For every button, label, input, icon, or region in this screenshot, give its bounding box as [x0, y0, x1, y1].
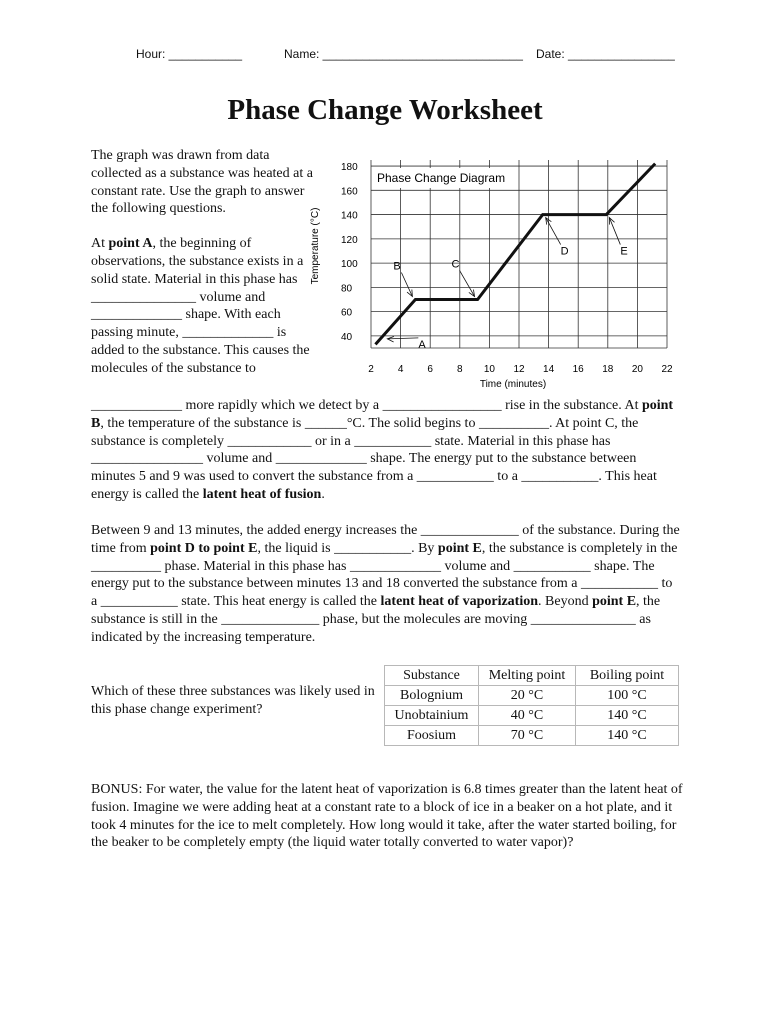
x-axis-label: Time (minutes): [479, 379, 547, 390]
table-cell: Foosium: [385, 726, 479, 746]
text-run: _____________ more rapidly which we detect by a _________________ rise in the substance. At: [91, 398, 642, 413]
text-run: . Beyond: [538, 594, 593, 610]
annotation-arrow: [387, 338, 418, 339]
point-d-e-term: point D to point E: [150, 540, 258, 556]
point-a-term: point A: [108, 236, 153, 252]
y-tick-label: 180: [341, 162, 358, 174]
table-cell: Bolognium: [385, 686, 479, 706]
table-cell: 140 °C: [576, 726, 679, 746]
annotation-arrowhead: [469, 290, 475, 297]
annotation-arrow: [460, 270, 475, 296]
intro-paragraph: The graph was drawn from data collected as a substance was heated at a constant rate. Use the graph to answer the following questions.: [91, 148, 313, 217]
annotation-arrow: [546, 218, 561, 245]
column-header: Boiling point: [576, 666, 679, 686]
column-header: Melting point: [479, 666, 576, 686]
x-tick-label: 6: [427, 364, 433, 375]
point-e-term: point E: [437, 540, 482, 556]
substance-table: [384, 665, 679, 746]
text-run: , the substance is completely in the __________ phase. Material in this phase has _____________ volume and ___________ shape. The energy put to the substance between minutes 13 and 18 converted the substance from a ___________ to a ___________ state. This heat energy is called the: [91, 540, 678, 610]
x-tick-label: 10: [483, 364, 495, 375]
x-tick-label: 2: [368, 364, 374, 375]
annotation-arrowhead: [387, 337, 394, 342]
text-run: Between 9 and 13 minutes, the added energy increases the ______________ of the substance. During the time from: [91, 523, 680, 556]
annotation-label-c: C: [451, 258, 460, 271]
table-cell: Unobtainium: [385, 706, 479, 726]
x-tick-label: 22: [661, 364, 673, 375]
table-cell: 20 °C: [479, 686, 576, 706]
annotation-label-d: D: [560, 245, 569, 258]
text-run: .: [321, 486, 325, 502]
date-field[interactable]: Date: ________________: [536, 47, 675, 61]
y-tick-label: 60: [341, 307, 353, 319]
latent-heat-fusion-term: latent heat of fusion: [202, 486, 322, 502]
point-b-term: point B: [91, 398, 674, 431]
x-tick-label: 14: [543, 364, 555, 375]
x-tick-label: 4: [397, 364, 404, 375]
chart-title: Phase Change Diagram: [377, 171, 506, 185]
column-header: Substance: [385, 666, 479, 686]
y-tick-label: 100: [341, 259, 358, 271]
y-tick-label: 140: [341, 210, 358, 222]
point-d-e-paragraph: [91, 522, 681, 647]
intro-block: [91, 147, 313, 378]
point-a-paragraph: [91, 235, 313, 377]
text-run: At: [91, 236, 109, 252]
latent-heat-vaporization-term: latent heat of vaporization: [380, 594, 539, 610]
table-row: [385, 726, 679, 746]
table-cell: 40 °C: [479, 706, 576, 726]
y-tick-label: 160: [341, 186, 358, 198]
x-tick-label: 18: [602, 364, 614, 375]
bonus-question: BONUS: For water, the value for the latent heat of vaporization is 6.8 times greater than the latent heat of fusion. Imagine we were adding heat at a constant rate to a block of ice in a beaker on a hot plate, and it took 4 minutes for the ice to melt completely. How long would it take, after the water started boiling, for the beaker to be completely empty (the liquid water totally converted to water vapor)?: [91, 782, 683, 851]
temperature-line: [375, 164, 655, 345]
table-row: [385, 686, 679, 706]
x-tick-label: 16: [572, 364, 584, 375]
annotation-label-b: B: [393, 260, 401, 273]
table-cell: 100 °C: [576, 686, 679, 706]
table-cell: 70 °C: [479, 726, 576, 746]
point-e-term: point E: [592, 594, 637, 610]
y-tick-label: 80: [341, 283, 353, 295]
text-run: , the beginning of observations, the substance exists in a solid state. Material in this phase has _______________ volume and _____________ shape. With each passing minute, _____________ is added to the substance. This causes the molecules of the substance to: [91, 236, 310, 376]
x-tick-label: 12: [513, 364, 525, 375]
annotation-arrow: [609, 218, 620, 245]
text-run: , the liquid is ___________. By: [257, 540, 438, 556]
name-field[interactable]: Name: ______________________________: [284, 47, 523, 61]
annotation-label-a: A: [418, 338, 426, 351]
annotation-label-e: E: [620, 245, 628, 258]
y-tick-label: 40: [341, 331, 353, 343]
text-run: , the temperature of the substance is ______°C. The solid begins to __________. At point C, the substance is completely ____________ or in a ___________ state. Material in this phase has ________________ volume and _____________ shape. The energy put to the substance between minutes 5 and 9 was used to convert the substance from a ___________ to a ___________. This heat energy is called the: [91, 415, 657, 502]
table-header-row: [385, 666, 679, 686]
annotation-arrow: [401, 272, 412, 296]
phase-change-chart: [302, 148, 682, 393]
y-axis-label: Temperature (°C): [310, 207, 321, 285]
x-tick-label: 20: [631, 364, 643, 375]
table-cell: 140 °C: [576, 706, 679, 726]
y-tick-label: 120: [341, 234, 358, 246]
substance-question: Which of these three substances was likely used in this phase change experiment?: [91, 684, 375, 717]
x-tick-label: 8: [457, 364, 463, 375]
text-run: , the substance is still in the ______________ phase, but the molecules are moving _______________ as indicated by the increasing temperature.: [91, 594, 661, 645]
point-b-c-paragraph: [91, 397, 681, 504]
page-title: Phase Change Worksheet: [227, 94, 543, 126]
hour-field[interactable]: Hour: ___________: [136, 47, 243, 61]
table-row: [385, 706, 679, 726]
